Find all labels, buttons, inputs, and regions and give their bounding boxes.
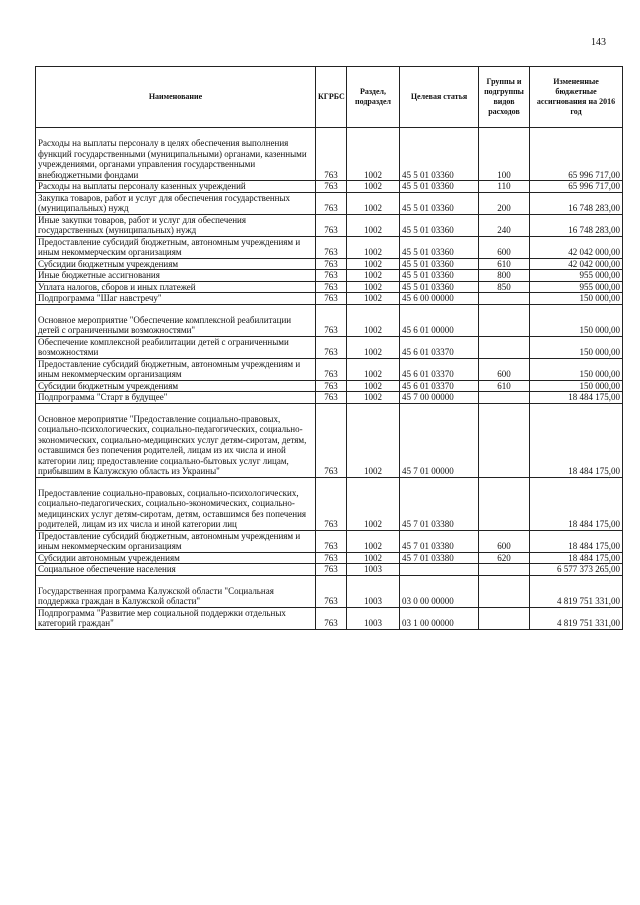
table-row bbox=[36, 552, 623, 564]
row-razdel: 1002 bbox=[347, 380, 400, 392]
row-tselevaya: 45 5 01 03360 bbox=[400, 192, 479, 214]
row-razdel: 1002 bbox=[347, 214, 400, 236]
row-razdel: 1002 bbox=[347, 552, 400, 564]
row-amount: 4 819 751 331,00 bbox=[530, 607, 623, 629]
table-row bbox=[36, 336, 623, 358]
row-group bbox=[479, 293, 530, 305]
row-razdel: 1002 bbox=[347, 530, 400, 552]
table-row bbox=[36, 380, 623, 392]
row-name: Иные закупки товаров, работ и услуг для обеспечения государственных (муниципальных) нужд bbox=[36, 214, 316, 236]
row-razdel: 1002 bbox=[347, 192, 400, 214]
header-name: Наименование bbox=[36, 67, 316, 128]
row-razdel: 1002 bbox=[347, 181, 400, 193]
row-amount: 150 000,00 bbox=[530, 304, 623, 336]
row-group bbox=[479, 403, 530, 477]
row-kgrbs: 763 bbox=[316, 477, 347, 530]
row-amount: 42 042 000,00 bbox=[530, 258, 623, 270]
table-row bbox=[36, 530, 623, 552]
row-tselevaya bbox=[400, 564, 479, 576]
row-name: Субсидии бюджетным учреждениям bbox=[36, 380, 316, 392]
table-row bbox=[36, 575, 623, 607]
row-kgrbs: 763 bbox=[316, 293, 347, 305]
row-group bbox=[479, 607, 530, 629]
row-tselevaya: 45 5 01 03360 bbox=[400, 270, 479, 282]
row-razdel: 1002 bbox=[347, 270, 400, 282]
header-row bbox=[36, 67, 623, 128]
row-group: 600 bbox=[479, 358, 530, 380]
row-name: Подпрограмма "Старт в будущее" bbox=[36, 392, 316, 404]
row-group: 200 bbox=[479, 192, 530, 214]
row-amount: 18 484 175,00 bbox=[530, 403, 623, 477]
row-kgrbs: 763 bbox=[316, 552, 347, 564]
row-kgrbs: 763 bbox=[316, 304, 347, 336]
row-razdel: 1002 bbox=[347, 236, 400, 258]
row-tselevaya: 45 6 01 03370 bbox=[400, 336, 479, 358]
row-amount: 150 000,00 bbox=[530, 380, 623, 392]
row-name: Субсидии автономным учреждениям bbox=[36, 552, 316, 564]
row-amount: 18 484 175,00 bbox=[530, 552, 623, 564]
row-group: 600 bbox=[479, 530, 530, 552]
row-razdel: 1002 bbox=[347, 281, 400, 293]
table-row bbox=[36, 258, 623, 270]
row-kgrbs: 763 bbox=[316, 607, 347, 629]
row-razdel: 1002 bbox=[347, 304, 400, 336]
row-razdel: 1003 bbox=[347, 575, 400, 607]
row-razdel: 1002 bbox=[347, 128, 400, 181]
row-group: 110 bbox=[479, 181, 530, 193]
table-row bbox=[36, 270, 623, 282]
row-tselevaya: 45 7 01 00000 bbox=[400, 403, 479, 477]
row-razdel: 1002 bbox=[347, 358, 400, 380]
row-tselevaya: 45 5 01 03360 bbox=[400, 128, 479, 181]
row-kgrbs: 763 bbox=[316, 530, 347, 552]
table-row bbox=[36, 403, 623, 477]
row-kgrbs: 763 bbox=[316, 181, 347, 193]
row-amount: 150 000,00 bbox=[530, 336, 623, 358]
row-group bbox=[479, 336, 530, 358]
row-tselevaya: 45 6 01 03370 bbox=[400, 358, 479, 380]
row-kgrbs: 763 bbox=[316, 380, 347, 392]
table-row bbox=[36, 192, 623, 214]
row-name: Предоставление субсидий бюджетным, автономным учреждениям и иным некоммерческим организациям bbox=[36, 236, 316, 258]
row-kgrbs: 763 bbox=[316, 392, 347, 404]
row-name bbox=[36, 403, 316, 477]
row-tselevaya: 03 0 00 00000 bbox=[400, 575, 479, 607]
row-kgrbs: 763 bbox=[316, 258, 347, 270]
row-amount: 18 484 175,00 bbox=[530, 530, 623, 552]
row-amount: 18 484 175,00 bbox=[530, 477, 623, 530]
table-row bbox=[36, 128, 623, 181]
row-group bbox=[479, 477, 530, 530]
row-amount: 150 000,00 bbox=[530, 358, 623, 380]
row-razdel: 1002 bbox=[347, 477, 400, 530]
row-tselevaya: 45 5 01 03360 bbox=[400, 214, 479, 236]
row-name bbox=[36, 575, 316, 607]
row-amount: 42 042 000,00 bbox=[530, 236, 623, 258]
row-kgrbs: 763 bbox=[316, 575, 347, 607]
table-row bbox=[36, 304, 623, 336]
row-name bbox=[36, 304, 316, 336]
row-name bbox=[36, 477, 316, 530]
row-name bbox=[36, 128, 316, 181]
row-razdel: 1002 bbox=[347, 293, 400, 305]
row-amount: 16 748 283,00 bbox=[530, 192, 623, 214]
header-tselevaya: Целевая статья bbox=[400, 67, 479, 128]
row-group: 600 bbox=[479, 236, 530, 258]
row-name: Подпрограмма "Развитие мер социальной поддержки отдельных категорий граждан" bbox=[36, 607, 316, 629]
row-kgrbs: 763 bbox=[316, 403, 347, 477]
row-group bbox=[479, 575, 530, 607]
row-tselevaya: 45 5 01 03360 bbox=[400, 281, 479, 293]
row-group: 610 bbox=[479, 380, 530, 392]
row-amount: 955 000,00 bbox=[530, 281, 623, 293]
row-tselevaya: 45 7 01 03380 bbox=[400, 477, 479, 530]
budget-table bbox=[35, 66, 623, 630]
row-name: Субсидии бюджетным учреждениям bbox=[36, 258, 316, 270]
row-amount: 955 000,00 bbox=[530, 270, 623, 282]
row-group bbox=[479, 304, 530, 336]
row-tselevaya: 45 6 01 00000 bbox=[400, 304, 479, 336]
table-header bbox=[36, 67, 623, 128]
row-kgrbs: 763 bbox=[316, 214, 347, 236]
row-amount: 4 819 751 331,00 bbox=[530, 575, 623, 607]
row-razdel: 1002 bbox=[347, 392, 400, 404]
row-name-text: Предоставление социально-правовых, социально-психологических, социально-педагогических, социально-экономических, социально-медицинских услуг детям-сиротам, детям, оставшимся без попечения родителей, лицам из их числа и иной категории лиц bbox=[38, 487, 307, 529]
table-row bbox=[36, 293, 623, 305]
row-tselevaya: 45 6 01 03370 bbox=[400, 380, 479, 392]
row-amount: 65 996 717,00 bbox=[530, 181, 623, 193]
row-tselevaya: 45 5 01 03360 bbox=[400, 236, 479, 258]
row-kgrbs: 763 bbox=[316, 192, 347, 214]
row-amount: 65 996 717,00 bbox=[530, 128, 623, 181]
table-row bbox=[36, 564, 623, 576]
row-razdel: 1003 bbox=[347, 564, 400, 576]
row-name: Иные бюджетные ассигнования bbox=[36, 270, 316, 282]
row-kgrbs: 763 bbox=[316, 128, 347, 181]
row-group: 800 bbox=[479, 270, 530, 282]
row-kgrbs: 763 bbox=[316, 358, 347, 380]
row-name-text: Расходы на выплаты персоналу в целях обеспечения выполнения функций государственными (муниципальными) органами, казенными учреждениями, органами управления государственными внебюджетными фондами bbox=[38, 138, 307, 180]
table-row bbox=[36, 607, 623, 629]
row-amount: 150 000,00 bbox=[530, 293, 623, 305]
row-tselevaya: 45 5 01 03360 bbox=[400, 181, 479, 193]
table-row bbox=[36, 181, 623, 193]
row-razdel: 1002 bbox=[347, 258, 400, 270]
table-row bbox=[36, 236, 623, 258]
row-name: Уплата налогов, сборов и иных платежей bbox=[36, 281, 316, 293]
row-group: 610 bbox=[479, 258, 530, 270]
row-group: 240 bbox=[479, 214, 530, 236]
row-group: 850 bbox=[479, 281, 530, 293]
row-tselevaya: 45 6 00 00000 bbox=[400, 293, 479, 305]
table-row bbox=[36, 214, 623, 236]
row-group: 100 bbox=[479, 128, 530, 181]
table-row bbox=[36, 392, 623, 404]
table-row bbox=[36, 281, 623, 293]
header-kgrbs: КГРБС bbox=[316, 67, 347, 128]
header-razdel: Раздел, подраздел bbox=[347, 67, 400, 128]
row-tselevaya: 45 7 00 00000 bbox=[400, 392, 479, 404]
table-row bbox=[36, 477, 623, 530]
row-tselevaya: 45 7 01 03380 bbox=[400, 530, 479, 552]
row-name: Предоставление субсидий бюджетным, автономным учреждениям и иным некоммерческим организациям bbox=[36, 358, 316, 380]
row-group bbox=[479, 564, 530, 576]
row-name-text: Государственная программа Калужской области "Социальная поддержка граждан в Калужской области" bbox=[38, 585, 274, 606]
table-body bbox=[36, 128, 623, 630]
row-amount: 18 484 175,00 bbox=[530, 392, 623, 404]
row-tselevaya: 45 7 01 03380 bbox=[400, 552, 479, 564]
row-amount: 6 577 373 265,00 bbox=[530, 564, 623, 576]
row-kgrbs: 763 bbox=[316, 336, 347, 358]
table-row bbox=[36, 358, 623, 380]
row-name: Подпрограмма "Шаг навстречу" bbox=[36, 293, 316, 305]
row-name-text: Основное мероприятие "Предоставление социально-правовых, социально-психологических, социально-педагогических, социально-экономических, социально-медицинских услуг детям-сиротам, детям, оставшимся без попечения родителей, лицам из их числа и иной категории лиц; предоставление социально-бытовых услуг лицам, прибывшим в Калужскую область из Украины" bbox=[38, 413, 307, 476]
row-name: Предоставление субсидий бюджетным, автономным учреждениям и иным некоммерческим организациям bbox=[36, 530, 316, 552]
row-kgrbs: 763 bbox=[316, 281, 347, 293]
row-razdel: 1002 bbox=[347, 403, 400, 477]
row-amount: 16 748 283,00 bbox=[530, 214, 623, 236]
row-razdel: 1002 bbox=[347, 336, 400, 358]
row-name: Социальное обеспечение населения bbox=[36, 564, 316, 576]
row-name-text: Основное мероприятие "Обеспечение комплексной реабилитации детей с ограниченными возможностями" bbox=[38, 314, 292, 335]
row-kgrbs: 763 bbox=[316, 236, 347, 258]
row-group bbox=[479, 392, 530, 404]
row-kgrbs: 763 bbox=[316, 564, 347, 576]
header-group: Группы и подгруппы видов расходов bbox=[479, 67, 530, 128]
row-name: Расходы на выплаты персоналу казенных учреждений bbox=[36, 181, 316, 193]
page-number: 143 bbox=[591, 37, 606, 48]
row-tselevaya: 45 5 01 03360 bbox=[400, 258, 479, 270]
row-name: Закупка товаров, работ и услуг для обеспечения государственных (муниципальных) нужд bbox=[36, 192, 316, 214]
header-amount: Измененные бюджетные ассигнования на 2016 год bbox=[530, 67, 623, 128]
row-kgrbs: 763 bbox=[316, 270, 347, 282]
row-razdel: 1003 bbox=[347, 607, 400, 629]
row-tselevaya: 03 1 00 00000 bbox=[400, 607, 479, 629]
row-group: 620 bbox=[479, 552, 530, 564]
row-name: Обеспечение комплексной реабилитации детей с ограниченными возможностями bbox=[36, 336, 316, 358]
